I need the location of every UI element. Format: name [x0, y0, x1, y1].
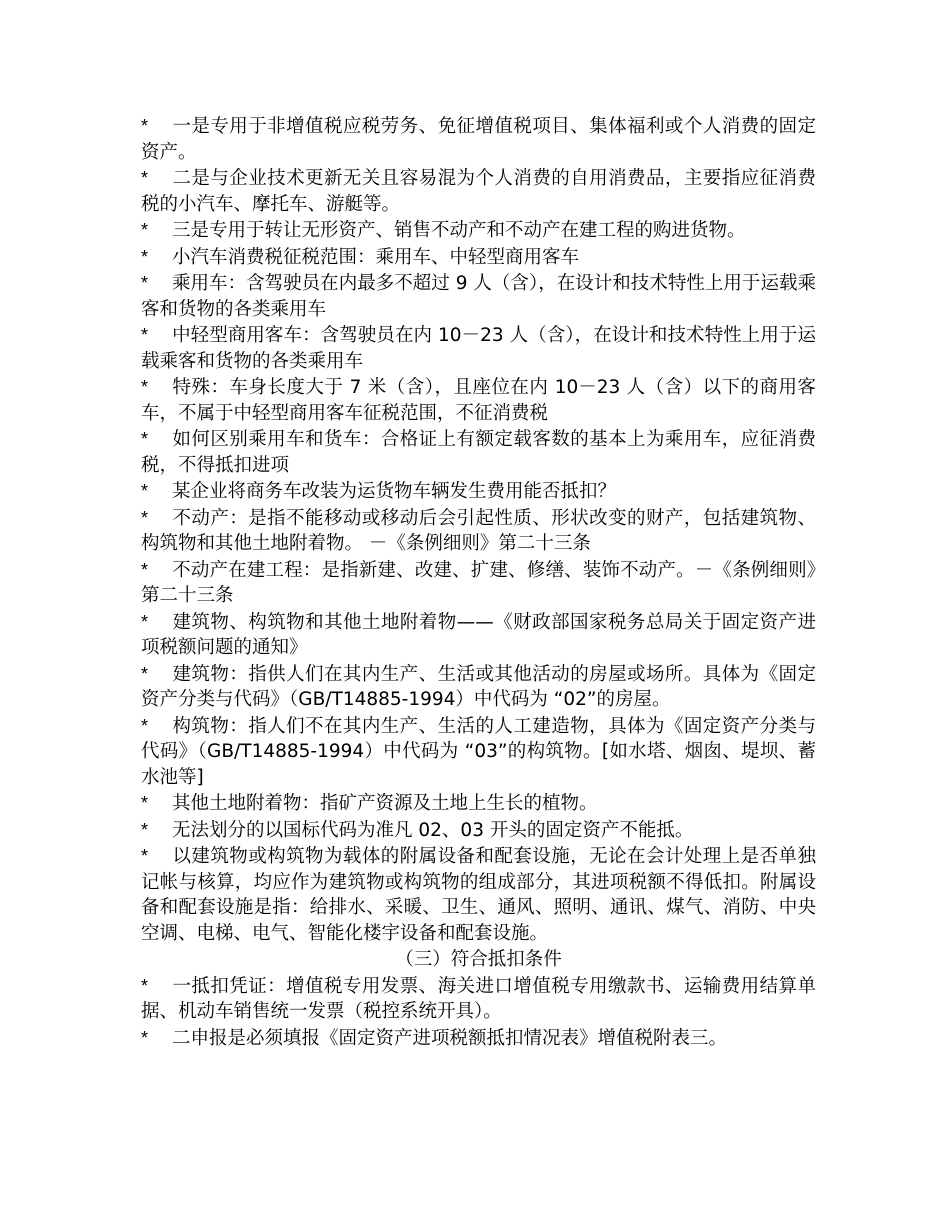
list-item	[141, 610, 816, 661]
bullet-marker: *	[141, 325, 149, 345]
bullet-marker: *	[141, 246, 149, 267]
bullet-marker: *	[141, 429, 149, 449]
document-body	[141, 114, 816, 1052]
list-item	[141, 506, 816, 557]
list-item-text: 小汽车消费税征税范围：乘用车、中轻型商用客车	[172, 246, 580, 268]
bullet-marker: *	[141, 1027, 149, 1048]
list-item-text: 不动产：是指不能移动或移动后会引起性质、形状改变的财产，包括建筑物、构筑物和其他土地附着物。 －《条例细则》第二十三条	[141, 507, 816, 554]
list-item	[141, 427, 816, 478]
list-item	[141, 844, 816, 946]
list-item-text: 一抵扣凭证：增值税专用发票、海关进口增值税专用缴款书、运输费用结算单据、机动车销售统一发票（税控系统开具）。	[141, 975, 816, 1022]
list-item-text: 以建筑物或构筑物为载体的附属设备和配套设施，无论在会计处理上是否单独记帐与核算，均应作为建筑物或构筑物的组成部分，其进项税额不得低扣。附属设备和配套设施是指：给排水、采暖、卫生、通风、照明、通讯、煤气、消防、中央空调、电梯、电气、智能化楼宇设备和配套设施。	[141, 846, 816, 944]
list-item-text: 特殊：车身长度大于 7 米（含），且座位在内 10－23 人（含）以下的商用客车，不属于中轻型商用客车征税范围，不征消费税	[141, 377, 816, 424]
list-item	[141, 166, 816, 217]
bullet-list	[141, 114, 816, 946]
bullet-list-conditions	[141, 974, 816, 1052]
bullet-marker: *	[141, 507, 149, 528]
list-item	[141, 245, 816, 271]
bullet-marker: *	[141, 611, 149, 632]
list-item-text: 建筑物：指供人们在其内生产、生活或其他活动的房屋或场所。具体为《固定资产分类与代码》（GB/T14885-1994）中代码为 “02”的房屋。	[141, 663, 816, 710]
list-item	[141, 1026, 816, 1052]
list-item-text: 其他土地附着物：指矿产资源及土地上生长的植物。	[172, 793, 598, 814]
list-item	[141, 218, 816, 244]
bullet-marker: *	[141, 481, 149, 501]
bullet-marker: *	[141, 793, 149, 813]
list-item-text: 中轻型商用客车：含驾驶员在内 10－23 人（含），在设计和技术特性上用于运载乘客和货物的各类乘用车	[141, 325, 816, 372]
list-item-text: 如何区别乘用车和货车：合格证上有额定载客数的基本上为乘用车，应征消费税，不得抵扣进项	[141, 429, 816, 476]
bullet-marker: *	[141, 273, 149, 293]
list-item	[141, 974, 816, 1025]
list-item	[141, 662, 816, 713]
list-item	[141, 479, 816, 505]
list-item	[141, 114, 816, 165]
list-item-text: 三是专用于转让无形资产、销售不动产和不动产在建工程的购进货物。	[172, 220, 746, 241]
list-item	[141, 271, 816, 322]
bullet-marker: *	[141, 168, 149, 188]
list-item	[141, 558, 816, 609]
bullet-marker: *	[141, 975, 149, 996]
bullet-marker: *	[141, 819, 149, 840]
list-item-text: 一是专用于非增值税应税劳务、免征增值税项目、集体福利或个人消费的固定资产。	[141, 116, 816, 163]
section-heading: （三）符合抵扣条件	[395, 949, 562, 970]
list-item-text: 不动产在建工程：是指新建、改建、扩建、修缮、装饰不动产。－《条例细则》第二十三条	[141, 559, 816, 606]
list-item	[141, 818, 816, 844]
list-item-text: 二申报是必须填报《固定资产进项税额抵扣情况表》增值税附表三。	[172, 1027, 728, 1049]
list-item-text: 无法划分的以国标代码为准凡 02、03 开头的固定资产不能抵。	[172, 819, 694, 841]
list-item	[141, 791, 816, 817]
list-item-text: 构筑物：指人们不在其内生产、生活的人工建造物，具体为《固定资产分类与代码》（GB/T14885-1994）中代码为 “03”的构筑物。[如水塔、烟囱、堤坝、蓄水池等]	[141, 715, 816, 788]
bullet-marker: *	[141, 220, 149, 240]
bullet-marker: *	[141, 116, 149, 136]
bullet-marker: *	[141, 559, 149, 580]
list-item-text: 建筑物、构筑物和其他土地附着物——《财政部国家税务总局关于固定资产进项税额问题的通知》	[141, 611, 816, 658]
list-item-text: 乘用车：含驾驶员在内最多不超过 9 人（含），在设计和技术特性上用于运载乘客和货物的各类乘用车	[141, 273, 816, 320]
list-item	[141, 323, 816, 374]
bullet-marker: *	[141, 846, 149, 866]
bullet-marker: *	[141, 377, 149, 397]
bullet-marker: *	[141, 663, 149, 684]
list-item	[141, 375, 816, 426]
list-item-text: 某企业将商务车改装为运货物车辆发生费用能否抵扣？	[172, 481, 617, 502]
bullet-marker: *	[141, 715, 149, 736]
list-item-text: 二是与企业技术更新无关且容易混为个人消费的自用消费品，主要指应征消费税的小汽车、摩托车、游艇等。	[141, 168, 816, 215]
list-item	[141, 714, 816, 791]
